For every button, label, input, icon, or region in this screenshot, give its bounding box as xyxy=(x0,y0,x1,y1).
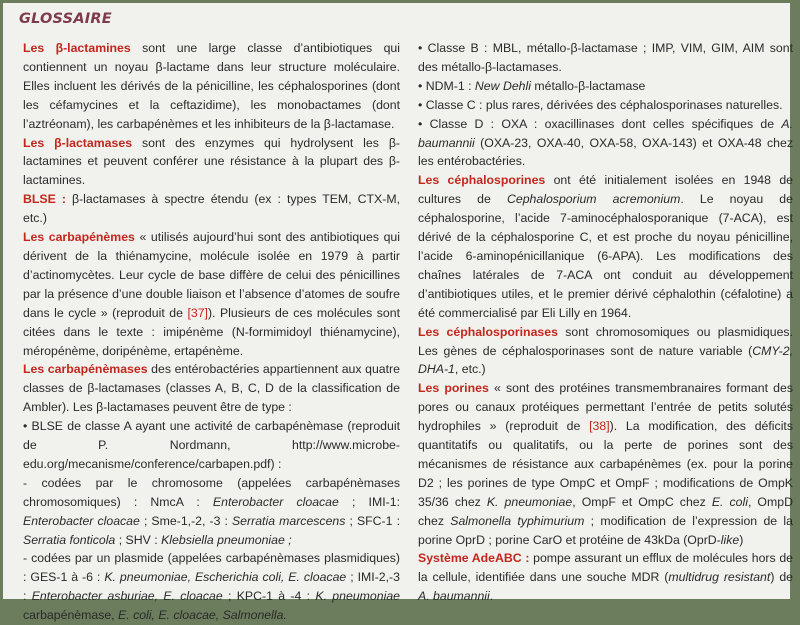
glossary-right-column xyxy=(418,39,793,606)
glossary-entry xyxy=(418,77,793,96)
glossary-entry xyxy=(418,171,793,322)
glossary-entry xyxy=(418,549,793,606)
entry-text: • NDM-1 : xyxy=(418,78,475,93)
glossary-left-column xyxy=(23,39,400,625)
glossary-term: Les porines xyxy=(418,381,489,396)
glossary-entry xyxy=(418,323,793,380)
entry-text: β-lactamases à spectre étendu (ex : types TEM, CTX-M, etc.) xyxy=(23,192,400,226)
entry-text: ). La modification, des déficits quantitatifs ou qualitatifs, ou la perte de porines sont des mécanismes de résistance aux carbapénèmes (ex. pour la porine D2 ; les porines de type OmpC et OmpF ; modifications de OmpK 35/36 chez xyxy=(418,419,793,509)
entry-text: • Classe D : OXA : oxacillinases dont celles spécifiques de xyxy=(418,116,782,131)
entry-text: ; SHV : xyxy=(115,532,162,547)
glossary-entry xyxy=(418,379,793,549)
entry-text: ; KPC-1 à -4 : xyxy=(222,589,316,604)
entry-text: ) de xyxy=(770,570,794,585)
italic-text: Salmonella typhimurium xyxy=(450,513,585,528)
italic-text: multidrug resistant xyxy=(668,570,771,585)
entry-text: des entérobactéries appartiennent aux quatre classes de β-lactamases (classes A, B, C, D de la classification de Ambler). Les β-lactamases peuvent être de type : xyxy=(23,362,400,415)
italic-text: K. pneumoniae xyxy=(315,589,400,604)
entry-text: , OmpF et OmpC chez xyxy=(572,494,712,509)
italic-text: Serratia fonticola xyxy=(23,532,116,547)
glossary-entry xyxy=(23,190,400,228)
entry-text: sont une large classe d’antibiotiques qui contiennent un noyau β-lactame dans leur structure moléculaire. Elles incluent les dérivés de la pénicilline, les céphalosporines (dont les céfamycines et la ceftazidime), les monobactames (dont l’aztréonam), les carbapénèmes et les inhibiteurs de la β-lactamase. xyxy=(23,41,400,131)
italic-text: K. pneumoniae, Escherichia coli, E. cloacae xyxy=(104,570,347,585)
glossary-term: Les céphalosporines xyxy=(418,173,546,188)
italic-text: Enterobacter asburiae, E. cloacae xyxy=(31,589,223,604)
entry-text: • Classe B : MBL, métallo-β-lactamase ; IMP, VIM, GIM, AIM sont des métallo-β-lactamases. xyxy=(418,41,793,74)
entry-text: . Le noyau de céphalosporine, l’acide 7-aminocéphalosporanique (7-ACA), est dérivé de la céphalosporine C, et est proche du noyau pénicilline, l’acide 6-aminopénicillanique (6-APA). Les modifications des chaînes latérales de 7-ACA ont conduit au développement d’antibiotiques utiles, et le premier dérivé céphalothin (céfalotine) a été commercialisé par Eli Lilly en 1964. xyxy=(418,192,793,320)
entry-text: , OmpD chez xyxy=(418,494,793,528)
reference-link[interactable]: [37] xyxy=(187,305,208,320)
italic-text: Enterobacter cloacae xyxy=(212,494,339,509)
entry-text: sont des enzymes qui hydrolysent les β-lactamines et peuvent conférer une résistance à la plupart des β-lactamines. xyxy=(23,135,400,188)
italic-text: Klebsiella pneumoniae ; xyxy=(161,532,292,547)
glossary-entry xyxy=(23,417,400,474)
glossary-entry xyxy=(23,474,400,550)
entry-text: ). Plusieurs de ces molécules sont citées dans le texte : imipénème (N-formimidoyl thiénamycine), méropénème, doripénème, ertapénème. xyxy=(23,305,400,358)
glossary-entry xyxy=(418,96,793,115)
glossary-term: Les β-lactamases xyxy=(23,135,133,150)
entry-text: - codées par un plasmide (appelées carbapénèmases plasmidiques) : GES-1 à -6 : xyxy=(23,551,400,585)
italic-text: A. baumannii xyxy=(418,589,490,604)
glossary-entry xyxy=(23,228,400,360)
glossary-title: GLOSSAIRE xyxy=(19,11,112,27)
italic-text: A. baumannii xyxy=(418,116,793,150)
entry-text: sont chromosomiques ou plasmidiques. Les gènes de céphalosporinases sont de nature variable ( xyxy=(418,324,793,358)
entry-text: « utilisés aujourd’hui sont des antibiotiques qui dérivent de la thiénamycine, molécule isolée en 1979 à partir d’actinomycètes. Leur cycle de base diffère de celui des pénicillines par la présence d’une double liaison et l’absence d’atomes de soufre dans le cycle » (reproduit de xyxy=(23,230,400,320)
glossary-term: Les carbapénèmases xyxy=(23,362,148,377)
entry-text: métallo-β-lactamase xyxy=(530,78,646,93)
glossary-term: Les β-lactamines xyxy=(23,41,131,55)
glossary-box xyxy=(3,3,794,623)
entry-text: ) xyxy=(739,532,744,547)
entry-text: • BLSE de classe A ayant une activité de carbapénèmase (reproduit de P. Nordmann, http://www.microbe-edu.org/mecanisme/conference/carbapen.pdf) : xyxy=(23,419,400,471)
entry-text: ; SFC-1 : xyxy=(345,513,400,528)
glossary-term: BLSE : xyxy=(23,192,66,207)
italic-text: Serratia marcescens xyxy=(231,513,346,528)
entry-text: • Classe C : plus rares, dérivées des céphalosporinases naturelles. xyxy=(418,97,783,112)
reference-link[interactable]: [38] xyxy=(589,419,610,434)
italic-text: New Dehli xyxy=(474,78,531,93)
entry-text: . xyxy=(489,589,494,604)
glossary-entry xyxy=(418,39,793,77)
italic-text: CMY-2, DHA-1 xyxy=(418,343,793,377)
entry-text: , etc.) xyxy=(454,362,486,377)
entry-text: « sont des protéines transmembranaires formant des pores ou canaux protéiques permettant l’entrée de petits solutés hydrophiles » (reproduit de xyxy=(418,381,793,434)
glossary-entry xyxy=(418,115,793,172)
entry-text: - codées par le chromosome (appelées carbapénèmases chromosomiques) : NmcA : xyxy=(23,475,400,509)
glossary-term: Les céphalosporinases xyxy=(418,324,558,339)
italic-text: E. coli xyxy=(711,494,748,509)
glossary-entry xyxy=(23,39,400,134)
italic-text: like xyxy=(720,532,740,547)
italic-text: K. pneumoniae xyxy=(486,494,573,509)
glossary-entry xyxy=(23,549,400,625)
entry-text: ont été initialement isolées en 1948 de cultures de xyxy=(418,173,793,207)
entry-text: (OXA-23, OXA-40, OXA-58, OXA-143) et OXA-48 chez les entérobactéries. xyxy=(418,135,793,169)
entry-text: pompe assurant un efflux de molécules hors de la cellule, identifiée dans une souche MDR ( xyxy=(418,551,793,585)
entry-text: carbapénèmase, xyxy=(23,608,119,623)
glossary-term: Les carbapénèmes xyxy=(23,230,135,245)
entry-text: ; IMI-2,-3 : xyxy=(23,570,400,604)
glossary-entry xyxy=(23,134,400,191)
entry-text: ; modification de l’expression de la porine OprD ; porine CarO et protéine de 43kDa (OprD- xyxy=(418,513,793,547)
entry-text: ; Sme-1,-2, -3 : xyxy=(139,513,232,528)
glossary-term: Système AdeABC : xyxy=(418,551,530,566)
italic-text: Cephalosporium acremonium xyxy=(507,192,681,207)
italic-text: Enterobacter cloacae xyxy=(23,513,140,528)
glossary-entry xyxy=(23,360,400,417)
italic-text: E. coli, E. cloacae, Salmonella. xyxy=(118,608,287,623)
entry-text: ; IMI-1: xyxy=(338,494,400,509)
